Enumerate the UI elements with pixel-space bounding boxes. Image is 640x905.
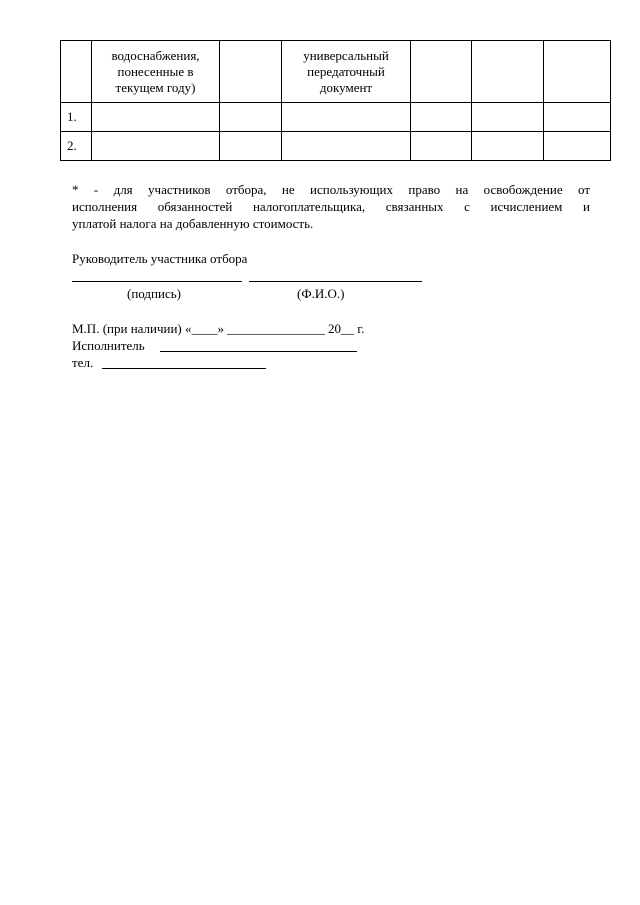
table-cell[interactable] xyxy=(544,103,611,132)
row-number: 1. xyxy=(61,103,92,132)
phone-blank-line[interactable] xyxy=(102,368,266,369)
table-cell[interactable] xyxy=(544,132,611,161)
header-cell-transfer-document: универсальный передаточный документ xyxy=(282,41,411,103)
header-cell xyxy=(61,41,92,103)
form-table xyxy=(60,40,611,161)
table-cell[interactable] xyxy=(220,103,282,132)
name-blank-line[interactable] xyxy=(249,281,422,282)
table-cell[interactable] xyxy=(411,132,472,161)
table-cell[interactable] xyxy=(472,132,544,161)
executor-label: Исполнитель xyxy=(72,338,145,353)
executor-blank-line[interactable] xyxy=(160,351,357,352)
header-cell xyxy=(544,41,611,103)
table-cell[interactable] xyxy=(92,132,220,161)
table-row xyxy=(61,132,611,161)
header-cell xyxy=(411,41,472,103)
header-cell-water-supply: водоснабжения, понесенные в текущем году) xyxy=(92,41,220,103)
header-cell xyxy=(220,41,282,103)
signature-caption: (подпись) xyxy=(127,286,181,301)
stamp-date-line: М.П. (при наличии) «____» _______________ 20__ г. xyxy=(72,321,365,336)
table-cell[interactable] xyxy=(282,132,411,161)
table-cell[interactable] xyxy=(472,103,544,132)
signature-blank-line[interactable] xyxy=(72,281,242,282)
phone-label: тел. xyxy=(72,355,94,370)
table-header-row xyxy=(61,41,611,103)
table-cell[interactable] xyxy=(411,103,472,132)
footnote-line-3: уплатой налога на добавленную стоимость. xyxy=(72,216,314,231)
head-label: Руководитель участника отбора xyxy=(72,251,248,266)
table-cell[interactable] xyxy=(282,103,411,132)
name-caption: (Ф.И.О.) xyxy=(297,286,345,301)
header-cell xyxy=(472,41,544,103)
table-cell[interactable] xyxy=(92,103,220,132)
footnote-line-1: * - для участников отбора, не использующих право на освобождение от xyxy=(72,182,590,197)
footnote-line-2: исполнения обязанностей налогоплательщика, связанных с исчислением и xyxy=(72,199,590,214)
table-row xyxy=(61,103,611,132)
row-number: 2. xyxy=(61,132,92,161)
table-cell[interactable] xyxy=(220,132,282,161)
